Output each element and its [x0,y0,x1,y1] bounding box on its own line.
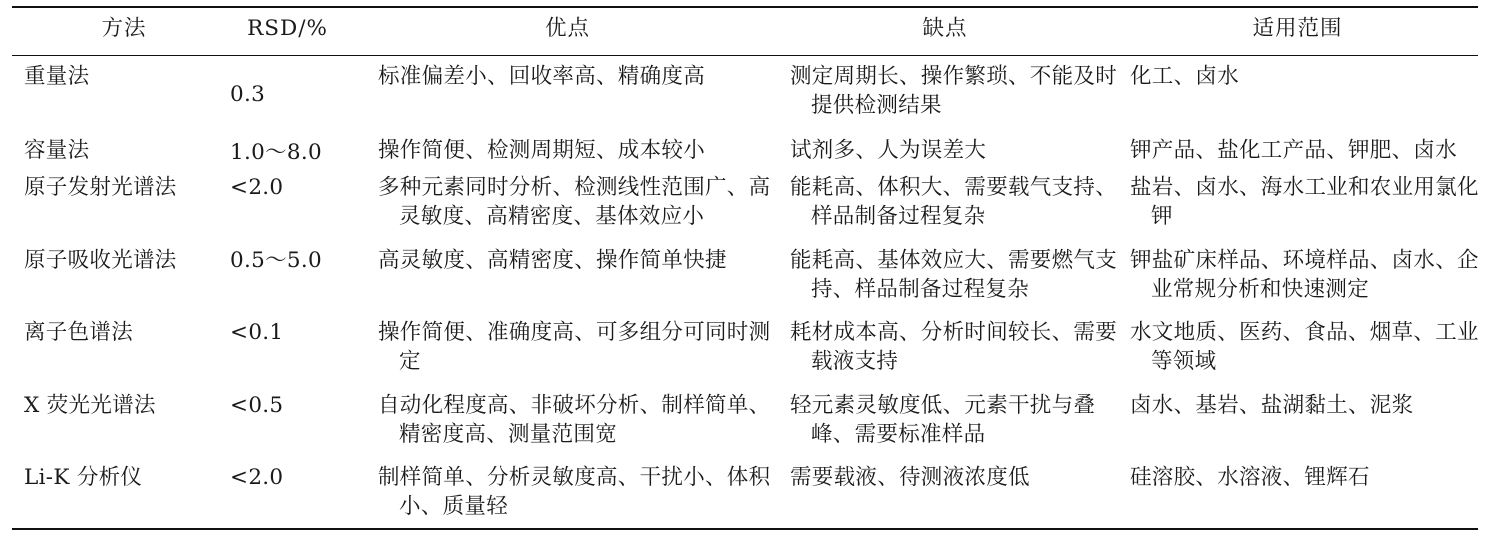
cell-advantages: 高灵敏度、高精密度、操作简单快捷 [378,248,727,273]
cell-scope: 水文地质、医药、食品、烟草、工业等领域 [1130,320,1479,374]
cell-scope: 卤水、基岩、盐湖黏土、泥浆 [1130,393,1414,418]
header-scope: 适用范围 [1252,16,1343,41]
cell-scope: 盐岩、卤水、海水工业和农业用氯化钾 [1130,175,1479,229]
cell-rsd: 0.5～5.0 [230,248,322,273]
table-header-rule [12,55,1478,56]
cell-scope: 化工、卤水 [1130,64,1240,89]
cell-disadvantages: 试剂多、人为误差大 [790,138,987,163]
cell-disadvantages: 测定周期长、操作繁琐、不能及时提供检测结果 [790,64,1118,118]
cell-method: 容量法 [24,138,90,163]
cell-rsd: 0.3 [230,82,266,107]
cell-rsd: 1.0～8.0 [230,140,322,165]
table-bottom-rule [12,528,1478,530]
cell-rsd: <2.0 [230,465,284,490]
cell-scope: 钾盐矿床样品、环境样品、卤水、企业常规分析和快速测定 [1130,248,1479,302]
cell-disadvantages: 耗材成本高、分析时间较长、需要载液支持 [790,320,1118,374]
header-rsd: RSD/% [247,16,328,41]
cell-advantages: 多种元素同时分析、检测线性范围广、高灵敏度、高精密度、基体效应小 [378,175,771,229]
cell-method: 重量法 [24,64,90,89]
header-advantages: 优点 [544,16,590,41]
cell-advantages: 操作简便、准确度高、可多组分可同时测定 [378,320,771,374]
cell-disadvantages: 需要载液、待测液浓度低 [790,465,1030,490]
cell-disadvantages: 轻元素灵敏度低、元素干扰与叠峰、需要标准样品 [790,393,1096,447]
cell-method: 离子色谱法 [24,320,134,345]
table-top-rule [12,6,1478,8]
cell-advantages: 制样简单、分析灵敏度高、干扰小、体积小、质量轻 [378,465,771,519]
cell-disadvantages: 能耗高、体积大、需要载气支持、样品制备过程复杂 [790,175,1118,229]
cell-rsd: <0.5 [230,393,284,418]
header-disadvantages: 缺点 [922,16,968,41]
cell-method: 原子吸收光谱法 [24,248,177,273]
cell-advantages: 标准偏差小、回收率高、精确度高 [378,64,706,89]
cell-method: 原子发射光谱法 [24,175,177,200]
cell-disadvantages: 能耗高、基体效应大、需要燃气支持、样品制备过程复杂 [790,248,1118,302]
cell-advantages: 自动化程度高、非破坏分析、制样简单、精密度高、测量范围宽 [378,393,771,447]
cell-advantages: 操作简便、检测周期短、成本较小 [378,138,706,163]
cell-rsd: <0.1 [230,320,284,345]
header-method: 方法 [101,16,147,41]
cell-scope: 钾产品、盐化工产品、钾肥、卤水 [1130,138,1458,163]
cell-method: Li-K 分析仪 [24,465,143,490]
cell-rsd: <2.0 [230,175,284,200]
cell-method: X 荧光光谱法 [24,393,156,418]
cell-scope: 硅溶胶、水溶液、锂辉石 [1130,465,1370,490]
